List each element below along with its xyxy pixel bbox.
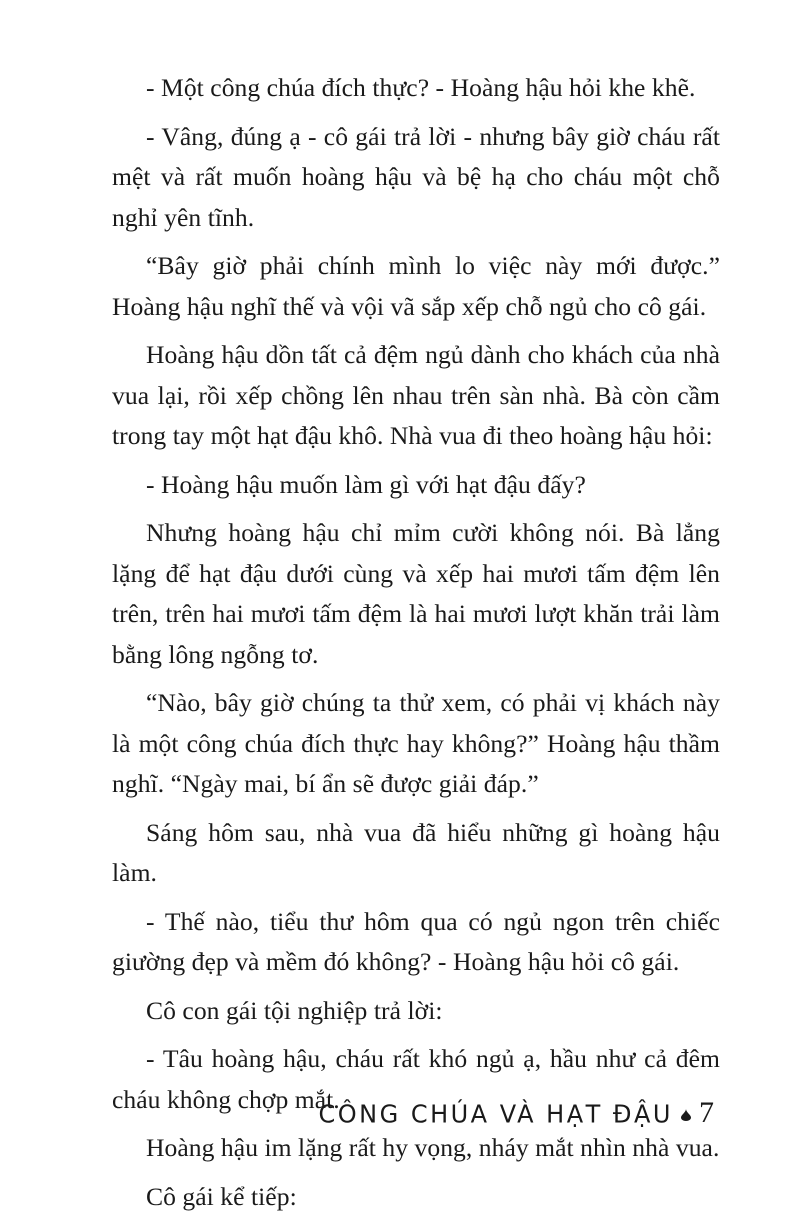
paragraph-2: - Vâng, đúng ạ - cô gái trả lời - nhưng bây giờ cháu rất mệt và rất muốn hoàng hậu và bệ hạ cho cháu một chỗ nghỉ yên tĩnh. bbox=[112, 121, 720, 232]
story-text bbox=[112, 68, 720, 1225]
paragraph-3: “Bây giờ phải chính mình lo việc này mới được.” Hoàng hậu nghĩ thế và vội vã sắp xếp chỗ ngủ cho cô gái. bbox=[112, 251, 720, 321]
drop-icon bbox=[681, 1108, 691, 1120]
paragraph-12: Hoàng hậu im lặng rất hy vọng, nháy mắt nhìn nhà vua. bbox=[146, 1133, 720, 1162]
paragraph-1: - Một công chúa đích thực? - Hoàng hậu hỏi khe khẽ. bbox=[146, 73, 696, 102]
paragraph-6: Nhưng hoàng hậu chỉ mỉm cười không nói. Bà lẳng lặng để hạt đậu dưới cùng và xếp hai mươi tấm đệm lên trên, trên hai mươi tấm đệm là hai mươi lượt khăn trải làm bằng lông ngỗng tơ. bbox=[112, 518, 720, 669]
running-title: CÔNG CHÚA VÀ HẠT ĐẬU bbox=[318, 1099, 673, 1129]
paragraph-7: “Nào, bây giờ chúng ta thử xem, có phải vị khách này là một công chúa đích thực hay không?” Hoàng hậu thầm nghĩ. “Ngày mai, bí ẩn sẽ được giải đáp.” bbox=[112, 688, 720, 798]
paragraph-10: Cô con gái tội nghiệp trả lời: bbox=[146, 995, 443, 1025]
page-number: 7 bbox=[699, 1096, 714, 1129]
paragraph-4: Hoàng hậu dồn tất cả đệm ngủ dành cho khách của nhà vua lại, rồi xếp chồng lên nhau trên sàn nhà. Bà còn cầm trong tay một hạt đậu khô. Nhà vua đi theo hoàng hậu hỏi: bbox=[112, 340, 720, 450]
paragraph-9: - Thế nào, tiểu thư hôm qua có ngủ ngon trên chiếc giường đẹp và mềm đó không? - Hoàng hậu hỏi cô gái. bbox=[112, 906, 720, 976]
paragraph-8: Sáng hôm sau, nhà vua đã hiểu những gì hoàng hậu làm. bbox=[112, 817, 720, 887]
paragraph-11: - Tâu hoàng hậu, cháu rất khó ngủ ạ, hầu như cả đêm cháu không chợp mắt. bbox=[112, 1044, 720, 1114]
page-footer bbox=[318, 1096, 714, 1130]
paragraph-5: - Hoàng hậu muốn làm gì với hạt đậu đấy? bbox=[146, 469, 586, 499]
paragraph-13: Cô gái kể tiếp: bbox=[146, 1181, 297, 1211]
